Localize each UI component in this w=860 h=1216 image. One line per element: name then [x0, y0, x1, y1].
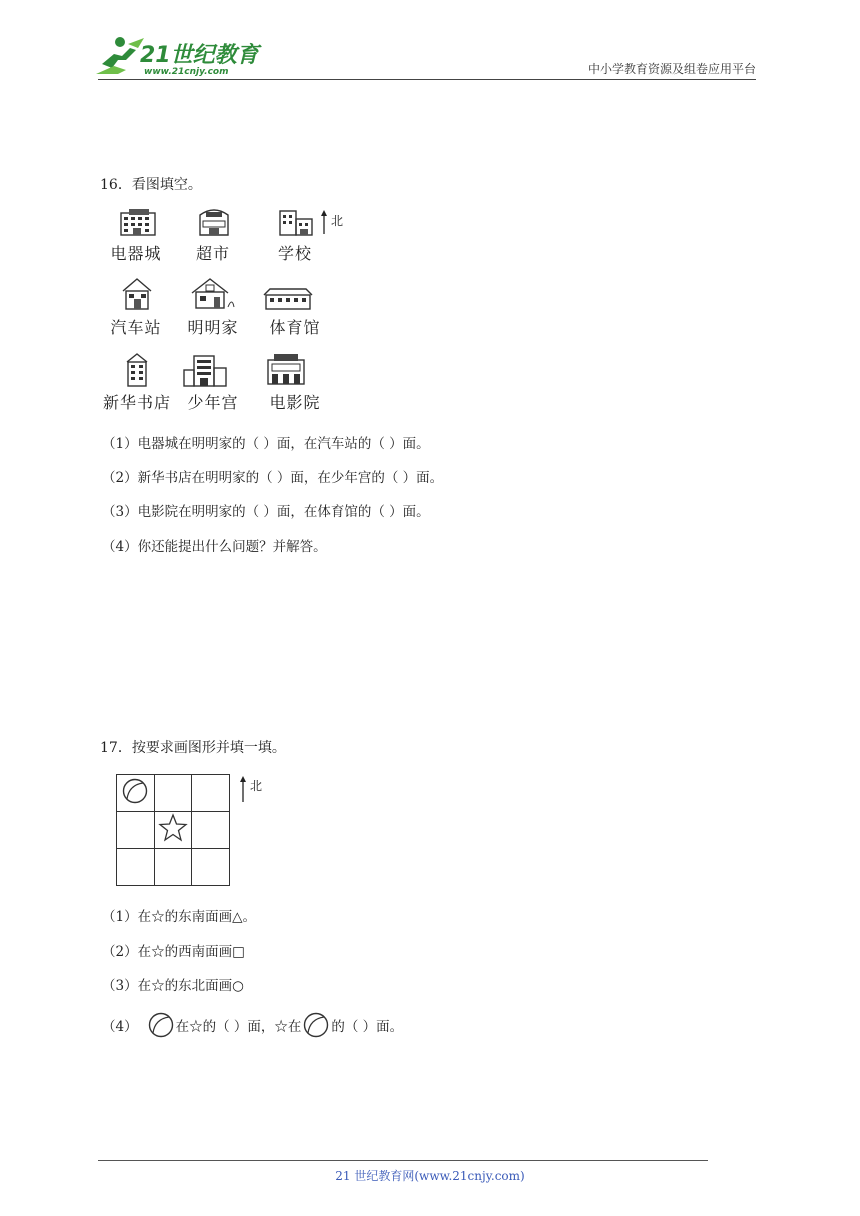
ball-icon — [303, 1012, 329, 1038]
grid-cell — [154, 849, 192, 886]
ball-icon — [121, 777, 149, 805]
building-label: 超市 — [195, 244, 230, 263]
building-cinema — [262, 356, 342, 428]
house-icon — [188, 277, 236, 311]
building-mingming-home — [180, 281, 260, 353]
gymnasium-icon — [262, 281, 314, 311]
platform-title: 中小学教育资源及组卷应用平台 — [587, 62, 756, 76]
question-16-item-1: （1）电器城在明明家的（ ）面，在汽车站的（ ）面。 — [102, 436, 430, 452]
north-label: 北 — [331, 214, 344, 228]
bookstore-icon — [117, 352, 157, 388]
item-4-part-2: 的（ ）面。 — [331, 1019, 404, 1035]
north-arrow-icon — [319, 210, 329, 234]
logo-text: 21世纪教育 — [140, 43, 259, 68]
building-youth-palace — [180, 356, 260, 428]
bus-station-icon — [117, 277, 157, 311]
building-label: 体育馆 — [269, 318, 321, 337]
building-map — [0, 0, 860, 420]
footer-divider — [98, 1160, 708, 1161]
question-17-item-4 — [102, 1012, 403, 1038]
building-gymnasium — [262, 281, 342, 353]
question-16-item-4: （4）你还能提出什么问题？并解答。 — [102, 539, 327, 555]
question-16-title: 16．看图填空。 — [100, 177, 202, 193]
cinema-icon — [264, 352, 308, 386]
star-icon — [158, 813, 188, 843]
grid-cell — [192, 849, 230, 886]
building-supermarket — [180, 207, 260, 279]
grid-cell — [192, 812, 230, 849]
question-17-item-1: （1）在☆的东南面画△。 — [102, 909, 256, 925]
item-4-prefix: （4） — [102, 1019, 138, 1035]
question-16-item-2: （2）新华书店在明明家的（ ）面，在少年宫的（ ）面。 — [102, 470, 444, 486]
office-building-icon — [117, 207, 157, 237]
logo-url: www.21cnjy.com — [144, 67, 229, 77]
grid-cell — [117, 775, 155, 812]
building-electronics-mall — [103, 207, 183, 279]
grid-cell — [154, 812, 192, 849]
direction-grid — [116, 774, 230, 886]
grid-cell — [192, 775, 230, 812]
building-label: 汽车站 — [110, 318, 162, 337]
youth-palace-icon — [182, 352, 230, 388]
school-icon — [276, 207, 316, 237]
building-label: 少年宫 — [187, 393, 239, 412]
building-label: 电器城 — [110, 244, 162, 263]
supermarket-icon — [194, 207, 234, 237]
north-arrow-icon — [238, 776, 248, 802]
grid-cell — [154, 775, 192, 812]
question-17-item-3: （3）在☆的东北面画○ — [102, 978, 244, 994]
building-label: 明明家 — [187, 318, 239, 337]
building-label: 电影院 — [269, 393, 321, 412]
building-label: 学校 — [277, 244, 312, 263]
north-label: 北 — [250, 779, 263, 793]
building-school — [262, 207, 342, 279]
ball-icon — [148, 1012, 174, 1038]
building-bus-station — [103, 281, 183, 353]
grid-cell — [117, 812, 155, 849]
footer-text: 21 世纪教育网(www.21cnjy.com) — [335, 1169, 525, 1183]
question-16-item-3: （3）电影院在明明家的（ ）面，在体育馆的（ ）面。 — [102, 504, 430, 520]
building-label: 新华书店 — [102, 393, 171, 412]
building-xinhua-bookstore — [103, 356, 183, 428]
grid-cell — [117, 849, 155, 886]
question-17-item-2: （2）在☆的西南面画□ — [102, 944, 245, 960]
item-4-part-1: 在☆的（ ）面，☆在 — [175, 1019, 302, 1035]
question-17-title: 17．按要求画图形并填一填。 — [100, 740, 286, 756]
